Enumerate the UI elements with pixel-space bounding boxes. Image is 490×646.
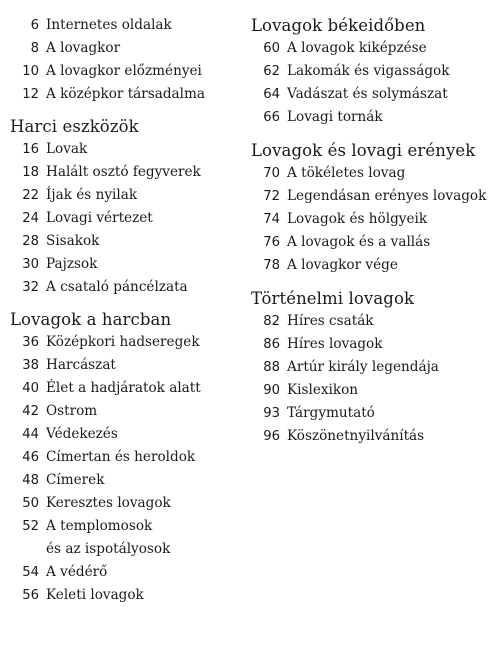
toc-entry[interactable] — [10, 276, 242, 299]
page-number: 86 — [263, 337, 280, 352]
entry-title: Halált osztó fegyverek — [46, 164, 201, 180]
entry-title: A védérő — [46, 564, 108, 580]
entry-title: Védekezés — [46, 426, 118, 442]
entry-title: Kislexikon — [287, 382, 359, 398]
page-number: 60 — [263, 41, 280, 56]
entry-title: A tökéletes lovag — [287, 165, 406, 181]
toc-section-lovagok-a-harcban — [10, 308, 242, 607]
toc-entry[interactable] — [251, 106, 487, 129]
toc-entry[interactable] — [251, 208, 487, 231]
toc-entry[interactable] — [10, 515, 242, 538]
page-number: 32 — [22, 280, 39, 295]
toc-entry[interactable] — [10, 561, 242, 584]
entry-title: Legendásan erényes lovagok — [287, 188, 487, 204]
entry-title: Címertan és heroldok — [46, 449, 196, 465]
page-number: 74 — [263, 212, 280, 227]
toc-entry[interactable] — [251, 60, 487, 83]
toc-section-harci-eszkozok — [10, 115, 242, 299]
page-number: 52 — [22, 519, 39, 534]
toc-section-lovagok-es-lovagi-erenyek — [251, 139, 487, 277]
page-number: 54 — [22, 565, 39, 580]
page-number: 6 — [30, 18, 39, 33]
toc-entry[interactable] — [10, 469, 242, 492]
entry-title: Híres lovagok — [287, 336, 383, 352]
toc-entry[interactable] — [10, 37, 242, 60]
toc-entry[interactable] — [251, 231, 487, 254]
toc-right-column — [251, 14, 487, 448]
toc-entry[interactable] — [251, 356, 487, 379]
entry-title: Élet a hadjáratok alatt — [46, 380, 201, 396]
entry-title: Keleti lovagok — [46, 587, 144, 603]
page-number: 36 — [22, 335, 39, 350]
entry-title: Harcászat — [46, 357, 116, 373]
entry-title: A lovagok és a vallás — [287, 234, 431, 250]
entry-title: Lovak — [46, 141, 88, 157]
entry-title: A lovagkor előzményei — [46, 63, 202, 79]
entry-title: A középkor társadalma — [46, 86, 206, 102]
page-number: 46 — [22, 450, 39, 465]
toc-entry[interactable] — [10, 230, 242, 253]
toc-entry[interactable] — [251, 162, 487, 185]
entry-title: Artúr király legendája — [287, 359, 439, 375]
toc-entry[interactable] — [10, 60, 242, 83]
page-number: 22 — [22, 188, 39, 203]
toc-entry[interactable] — [251, 310, 487, 333]
page-number: 93 — [263, 406, 280, 421]
entry-title: Lovagok és hölgyeik — [287, 211, 428, 227]
page-number: 64 — [263, 87, 280, 102]
entry-title: Középkori hadseregek — [46, 334, 200, 350]
page-number: 40 — [22, 381, 39, 396]
page-number: 16 — [22, 142, 39, 157]
entry-title: Lovagi vértezet — [46, 210, 153, 226]
page-number: 24 — [22, 211, 39, 226]
toc-entry[interactable] — [10, 184, 242, 207]
toc-section-tortenelmi-lovagok — [251, 287, 487, 448]
page-number: 90 — [263, 383, 280, 398]
entry-title: Köszönetnyilvánítás — [287, 428, 425, 444]
toc-entry[interactable] — [251, 37, 487, 60]
entry-title: Ostrom — [46, 403, 98, 419]
toc-entry[interactable] — [10, 138, 242, 161]
page-number: 56 — [22, 588, 39, 603]
page-number: 78 — [263, 258, 280, 273]
entry-title: Íjak és nyilak — [46, 187, 138, 203]
entry-title: A templomosok — [46, 518, 153, 534]
toc-section-intro — [10, 14, 242, 106]
section-heading: Lovagok a harcban — [10, 310, 172, 329]
section-heading: Történelmi lovagok — [251, 289, 415, 308]
entry-title: A lovagkor vége — [287, 257, 398, 273]
toc-entry[interactable] — [10, 354, 242, 377]
toc-entry[interactable] — [10, 400, 242, 423]
entry-title: Keresztes lovagok — [46, 495, 171, 511]
page-number: 44 — [22, 427, 39, 442]
entry-title: Lakomák és vigasságok — [287, 63, 450, 79]
page-number: 96 — [263, 429, 280, 444]
toc-entry[interactable] — [10, 207, 242, 230]
entry-title: Internetes oldalak — [46, 17, 172, 33]
page-number: 30 — [22, 257, 39, 272]
entry-title: Tárgymutató — [287, 405, 375, 421]
page-number: 50 — [22, 496, 39, 511]
entry-title: Sisakok — [46, 233, 100, 249]
entry-title: Lovagi tornák — [287, 109, 383, 125]
toc-section-lovagok-bekeidoben — [251, 14, 487, 129]
toc-entry[interactable] — [10, 161, 242, 184]
toc-entry[interactable] — [10, 423, 242, 446]
page-number: 8 — [30, 41, 39, 56]
entry-title: Vadászat és solymászat — [287, 86, 448, 102]
entry-title: A lovagkor — [46, 40, 121, 56]
page-number: 10 — [22, 64, 39, 79]
toc-entry[interactable] — [10, 492, 242, 515]
entry-title: Pajzsok — [46, 256, 98, 272]
toc-entry[interactable] — [10, 584, 242, 607]
toc-entry[interactable] — [251, 333, 487, 356]
section-heading: Lovagok és lovagi erények — [251, 141, 476, 160]
page-number: 62 — [263, 64, 280, 79]
page-number: 48 — [22, 473, 39, 488]
page-number: 88 — [263, 360, 280, 375]
entry-title: Híres csaták — [287, 313, 374, 329]
page-number: 42 — [22, 404, 39, 419]
toc-entry[interactable] — [251, 379, 487, 402]
toc-entry[interactable] — [10, 538, 242, 561]
entry-title: A lovagok kiképzése — [287, 40, 427, 56]
toc-entry[interactable] — [10, 377, 242, 400]
page-number: 76 — [263, 235, 280, 250]
toc-entry[interactable] — [10, 331, 242, 354]
toc-left-column — [10, 14, 242, 607]
entry-title: és az ispotályosok — [46, 541, 171, 557]
toc-entry[interactable] — [10, 253, 242, 276]
section-heading: Harci eszközök — [10, 117, 139, 136]
toc-entry[interactable] — [10, 446, 242, 469]
page-number: 18 — [22, 165, 39, 180]
toc-entry[interactable] — [10, 14, 242, 37]
toc-entry[interactable] — [251, 402, 487, 425]
page-number: 82 — [263, 314, 280, 329]
toc-entry[interactable] — [10, 83, 242, 106]
toc-entry[interactable] — [251, 425, 487, 448]
page-number: 70 — [263, 166, 280, 181]
page-number: 72 — [263, 189, 280, 204]
toc-entry[interactable] — [251, 185, 487, 208]
toc-entry[interactable] — [251, 254, 487, 277]
toc-entry[interactable] — [251, 83, 487, 106]
page-number: 12 — [22, 87, 39, 102]
section-heading: Lovagok békeidőben — [251, 16, 426, 35]
page-number: 66 — [263, 110, 280, 125]
entry-title: Címerek — [46, 472, 105, 488]
entry-title: A csataló páncélzata — [46, 279, 188, 295]
page-number: 38 — [22, 358, 39, 373]
page-number: 28 — [22, 234, 39, 249]
